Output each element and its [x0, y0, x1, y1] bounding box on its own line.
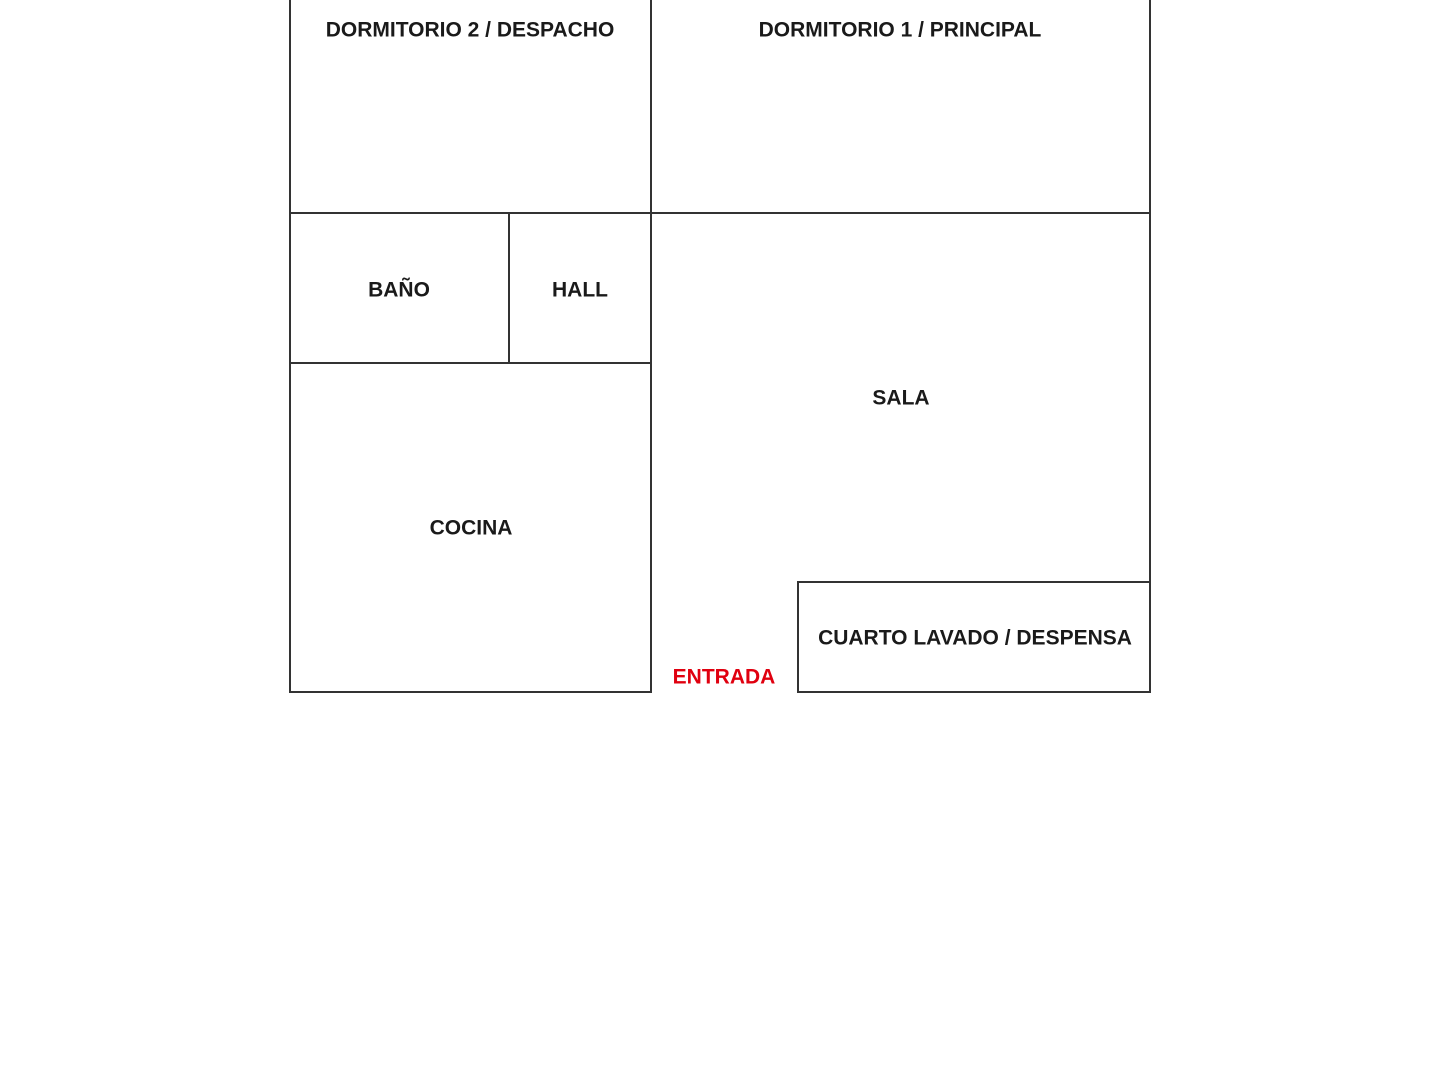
entrance-label: ENTRADA: [672, 665, 776, 689]
room-label-dormitorio-2: DORMITORIO 2 / DESPACHO: [325, 18, 615, 42]
room-label-sala: SALA: [872, 386, 930, 410]
room-label-hall: HALL: [552, 278, 608, 302]
room-label-cocina: COCINA: [429, 516, 513, 540]
room-label-dormitorio-1: DORMITORIO 1 / PRINCIPAL: [758, 18, 1042, 42]
walls: [290, 0, 1150, 692]
room-label-bano: BAÑO: [368, 278, 430, 302]
room-label-cuarto-lavado: CUARTO LAVADO / DESPENSA: [818, 626, 1132, 650]
